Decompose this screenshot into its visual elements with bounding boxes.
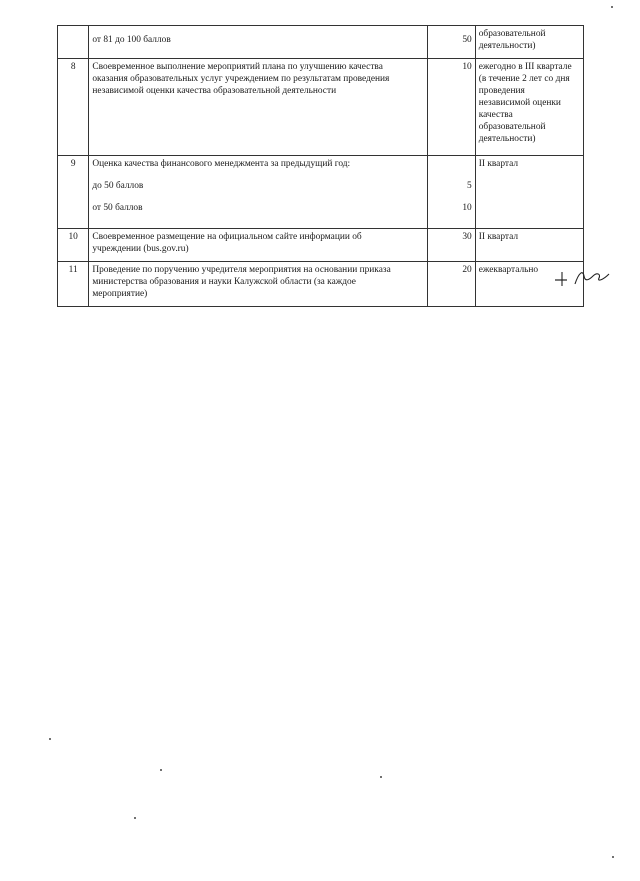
score: 50: [428, 26, 476, 59]
scan-speck: [611, 6, 613, 8]
scan-speck: [380, 776, 382, 778]
table-row: [58, 229, 584, 262]
row-number: 11: [58, 262, 89, 307]
criterion-description: Оценка качества финансового менеджмента за предыдущий год: до 50 баллов от 50 баллов: [89, 156, 428, 229]
row-number: 8: [58, 59, 89, 156]
row-number: [58, 26, 89, 59]
period: ежегодно в III квартале (в течение 2 лет со дня проведения независимой оценки качества образовательной деятельности): [475, 59, 583, 156]
scan-speck: [160, 769, 162, 771]
criterion-description: от 81 до 100 баллов: [89, 26, 428, 59]
scan-speck: [49, 738, 51, 740]
score: 5 10: [428, 156, 476, 229]
period: II квартал: [475, 229, 583, 262]
period: образовательной деятельности): [475, 26, 583, 59]
table-row: [58, 262, 584, 307]
criteria-table: [57, 25, 584, 307]
table-row: [58, 156, 584, 229]
criterion-description: Проведение по поручению учредителя мероприятия на основании приказа министерства образования и науки Калужской области (за каждое мероприятие): [89, 262, 428, 307]
score: 20: [428, 262, 476, 307]
table-row: [58, 26, 584, 59]
period: ежеквартально: [475, 262, 583, 307]
score: 10: [428, 59, 476, 156]
handwritten-signature: [553, 266, 613, 290]
period: II квартал: [475, 156, 583, 229]
criterion-description: Своевременное размещение на официальном сайте информации об учреждении (bus.gov.ru): [89, 229, 428, 262]
score: 30: [428, 229, 476, 262]
scan-speck: [134, 817, 136, 819]
table-row: [58, 59, 584, 156]
criterion-description: Своевременное выполнение мероприятий плана по улучшению качества оказания образовательных услуг учреждением по результатам проведения независимой оценки качества образовательной деятельности: [89, 59, 428, 156]
scan-speck: [612, 856, 614, 858]
row-number: 9: [58, 156, 89, 229]
row-number: 10: [58, 229, 89, 262]
